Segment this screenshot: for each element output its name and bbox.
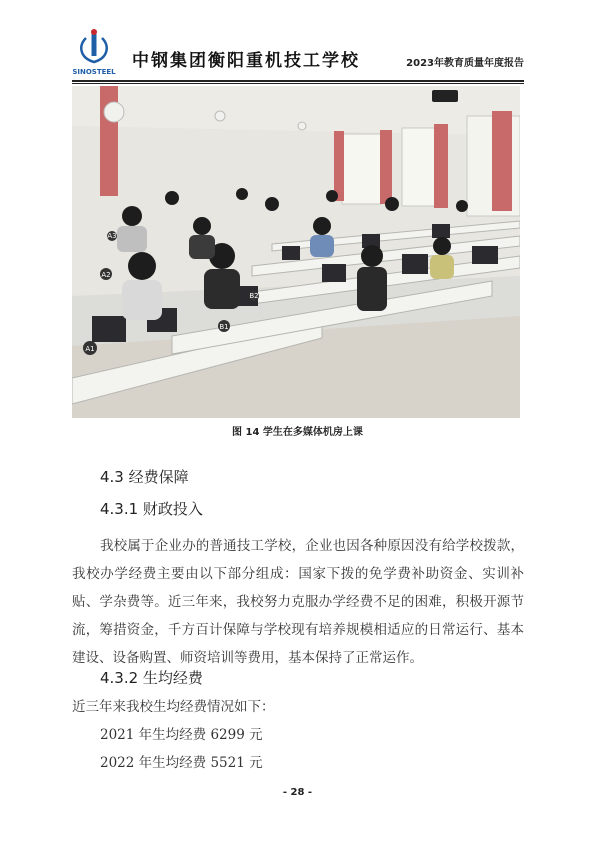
desk-label-a1: A1 [85,345,95,353]
classroom-photo [72,86,520,418]
logo-text: SINOSTEEL [72,68,116,76]
per-student-intro: 近三年来我校生均经费情况如下： [72,699,275,715]
desk-label-b1: B1 [219,323,229,331]
financial-paragraph: 我校属于企业办的普通技工学校，企业也因各种原因没有给学校拨款，我校办学经费主要由以下部分组成：国家下拨的免学费补助资金、实训补贴、学杂费等。近三年来，我校努力克服办学经费不足的困难，积极开源节流，筹措资金，千方百计保障与学校现有培养规模相适应的日常运行、基本建设、设备购置、师资培训等费用，基本保持了正常运作。 [72,538,524,666]
desk-label-b2: B2 [249,292,259,300]
desk-label-a3: A3 [107,232,117,240]
header-rule [72,80,524,82]
subsection-heading-financial: 4.3.1 财政投入 [100,500,203,518]
desk-label-a2: A2 [101,271,111,279]
per-student-2021: 2021 年生均经费 6299 元 [100,727,263,743]
section-heading: 4.3 经费保障 [100,468,189,486]
school-name: 中钢集团衡阳重机技工学校 [132,51,360,71]
page-header [72,28,524,80]
page-number: - 28 - [282,787,313,798]
sinosteel-logo [72,28,116,78]
figure-caption: 图 14 学生在多媒体机房上课 [232,427,363,438]
header-rule-thin [72,83,524,84]
per-student-2022: 2022 年生均经费 5521 元 [100,755,263,771]
report-title: 2023年教育质量年度报告 [406,58,524,69]
subsection-heading-per-student: 4.3.2 生均经费 [100,669,203,687]
